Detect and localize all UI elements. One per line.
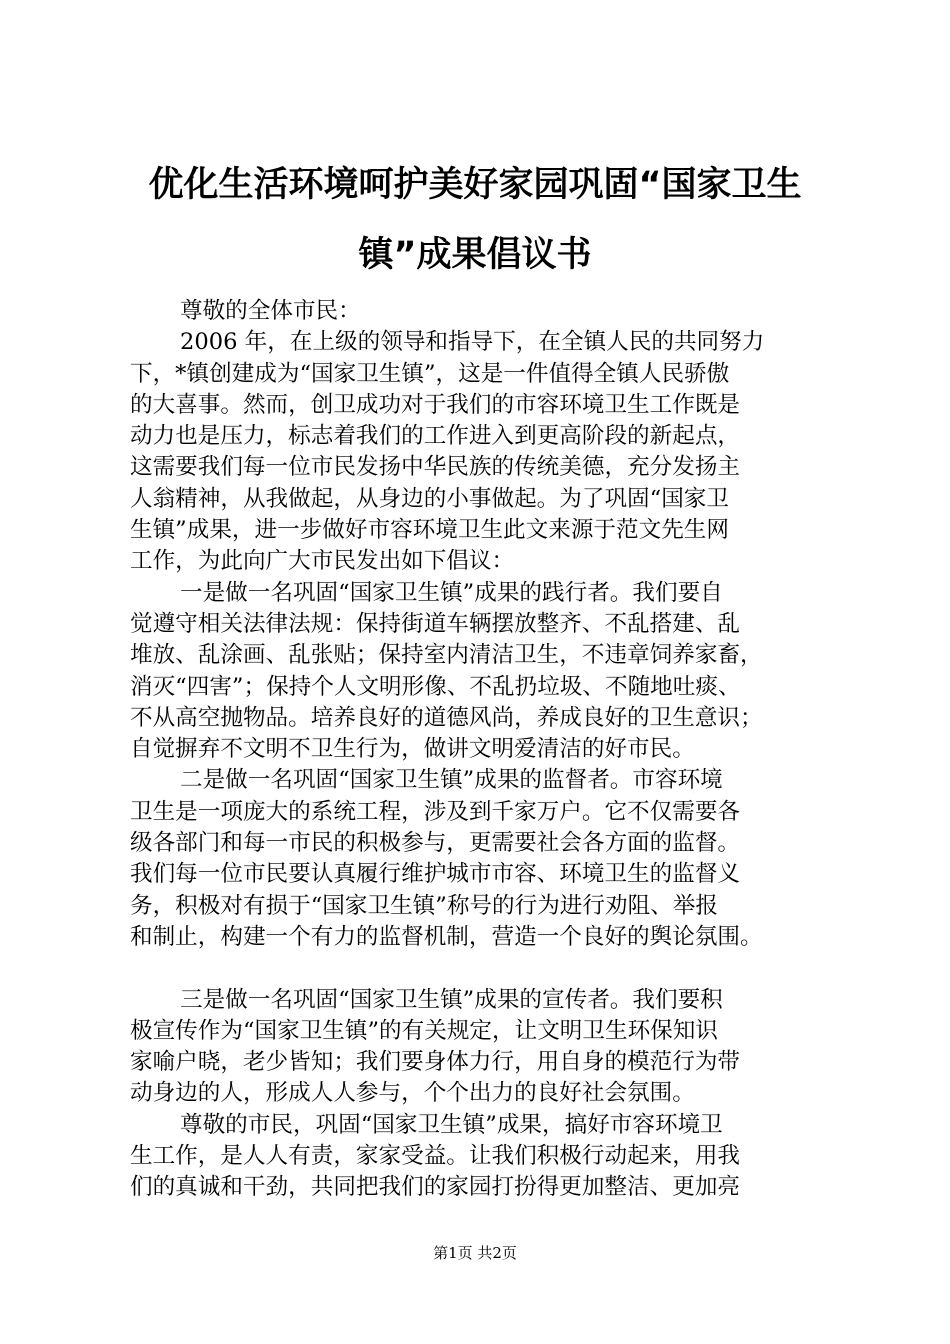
body-text-line: 一是做一名巩固“国家卫生镇”成果的践行者。我们要自 <box>180 579 723 606</box>
body-text-line: 二是做一名巩固“国家卫生镇”成果的监督者。市容环境 <box>180 767 723 794</box>
body-text-line: 三是做一名巩固“国家卫生镇”成果的宣传者。我们要积 <box>180 986 723 1013</box>
body-text-line: 觉遵守相关法律法规：保持街道车辆摆放整齐、不乱搭建、乱 <box>130 610 741 637</box>
document-body <box>130 296 830 1204</box>
body-text-line: 动力也是压力，标志着我们的工作进入到更高阶段的新起点， <box>130 423 741 450</box>
body-text-line: 我们每一位市民要认真履行维护城市市容、环境卫生的监督义 <box>130 861 741 888</box>
body-text-line: 2006 年，在上级的领导和指导下，在全镇人民的共同努力 <box>180 329 765 356</box>
title-line: 镇”成果倡议书 <box>358 235 592 275</box>
body-text-line: 家喻户晓，老少皆知；我们要身体力行，用自身的模范行为带 <box>130 1049 741 1076</box>
body-text-line: 堆放、乱涂画、乱张贴；保持室内清洁卫生，不违章饲养家畜， <box>130 642 763 669</box>
body-text-line: 级各部门和每一市民的积极参与，更需要社会各方面的监督。 <box>130 830 741 857</box>
document-title <box>100 150 850 290</box>
body-text-line: 自觉摒弃不文明不卫生行为，做讲文明爱清洁的好市民。 <box>130 736 695 763</box>
page-footer: 第1页 共2页 <box>433 1244 517 1262</box>
title-line: 优化生活环境呵护美好家园巩固“国家卫生 <box>148 165 802 205</box>
body-text-line: 尊敬的市民，巩固“国家卫生镇”成果，搞好市容环境卫 <box>180 1111 723 1138</box>
body-text-line: 卫生是一项庞大的系统工程，涉及到千家万户。它不仅需要各 <box>130 798 741 825</box>
body-text-line: 这需要我们每一位市民发扬中华民族的传统美德，充分发扬主 <box>130 454 741 481</box>
body-text-line: 尊敬的全体市民： <box>180 298 361 324</box>
body-text-line: 不从高空抛物品。培养良好的道德风尚，养成良好的卫生意识； <box>130 704 763 731</box>
body-text-line: 生工作，是人人有责，家家受益。让我们积极行动起来，用我 <box>130 1143 741 1170</box>
body-text-line: 下，*镇创建成为“国家卫生镇”，这是一件值得全镇人民骄傲 <box>130 360 730 387</box>
blank-line <box>130 953 830 984</box>
body-text-line: 务，积极对有损于“国家卫生镇”称号的行为进行劝阻、举报 <box>130 892 718 919</box>
body-text-line: 和制止，构建一个有力的监督机制，营造一个良好的舆论氛围。 <box>130 923 763 950</box>
body-text-line: 动身边的人，形成人人参与，个个出力的良好社会氛围。 <box>130 1080 695 1107</box>
body-text-line: 生镇”成果，进一步做好市容环境卫生此文来源于范文先生网 <box>130 517 729 544</box>
body-text-line: 消灭“四害”；保持个人文明形像、不乱扔垃圾、不随地吐痰、 <box>130 673 741 700</box>
body-text-line: 们的真诚和干劲，共同把我们的家园打扮得更加整洁、更加亮 <box>130 1174 741 1201</box>
body-text-line: 极宣传作为“国家卫生镇”的有关规定，让文明卫生环保知识 <box>130 1017 718 1044</box>
body-text-line: 人翁精神，从我做起，从身边的小事做起。为了巩固“国家卫 <box>130 485 729 512</box>
body-text-line: 工作，为此向广大市民发出如下倡议： <box>130 548 515 575</box>
body-text-line: 的大喜事。然而，创卫成功对于我们的市容环境卫生工作既是 <box>130 391 741 418</box>
